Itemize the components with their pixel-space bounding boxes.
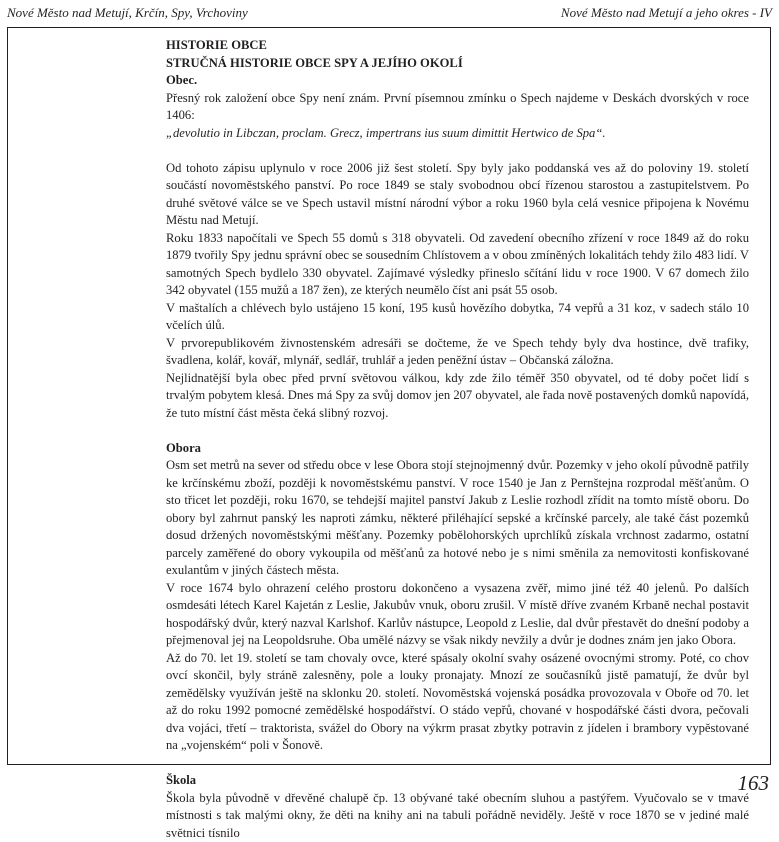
page-number: 163 xyxy=(738,770,770,796)
paragraph: V roce 1674 bylo ohrazení celého prostoru dokončeno a vysazena zvěř, mimo jiné též 40 jelenů. Po dalších osmdesáti létech Karel Kajetán z Leslie, Jakubův vnuk, oboru zrušil. V místě dříve zvaném Krbaně nechal postavit hospodářský dvůr, který nazval Karlshof. Karlův nástupce, Leopold z Leslie, dal dvůr přestavět do dnešní podoby a přejmenoval jej na Leopoldsruhe. Oba umělé názvy se však nikdy nevžily a dvůr je dodnes znám jen jako Obora. xyxy=(166,580,749,650)
article-title: HISTORIE OBCE xyxy=(166,37,749,55)
paragraph: V maštalích a chlévech bylo ustájeno 15 koní, 195 kusů hovězího dobytka, 74 vepřů a 31 koz, v sadech stálo 10 včelích úlů. xyxy=(166,300,749,335)
paragraph: Až do 70. let 19. století se tam chovaly ovce, které spásaly okolní svahy osázené ovocnými stromy. Poté, co chov ovcí skončil, byly stráně zalesněny, pole a louky pronajaty. Mnozí ze současníků jistě pamatují, že dvůr byl zemědělsky využíván ještě na sklonku 20. století. Novoměstská vojenská posádka provozovala v Oboře od 70. let až do roku 1992 pomocné zemědělské hospodářství. O stádo vepřů, chované v hospodářské části dvora, pečovali dva vojáci, třetí – traktorista, svážel do Obory na výkrm prasat zbytky potravin z jídelen i brambory vypěstované na „vojenském“ poli v Šonově. xyxy=(166,650,749,755)
header-right: Nové Město nad Metují a jeho okres - IV xyxy=(561,4,772,22)
paragraph: Přesný rok založení obce Spy není znám. První písemnou zmínku o Spech najdeme v Deskách dvorských v roce 1406: xyxy=(166,90,749,125)
header-left: Nové Město nad Metují, Krčín, Spy, Vrchoviny xyxy=(7,4,248,22)
paragraph: Škola byla původně v dřevěné chalupě čp. 13 obývané také obecním sluhou a pastýřem. Vyučovalo se v tmavé místnosti s tak malými okny, že děti na knihy ani na tabuli pořádně neviděly. Ještě v roce 1870 se v jediné malé světnici tísnilo xyxy=(166,790,749,842)
paragraph: Nejlidnatější byla obec před první světovou válkou, kdy zde žilo téměř 350 obyvatel, od té doby počet lidí s trvalým pobytem klesá. Dnes má Spy za svůj domov jen 207 obyvatel, ale řada nově postavených domků napovídá, že tuto místní část města čeká slibný rozvoj. xyxy=(166,370,749,423)
paragraph: V prvorepublikovém živnostenském adresáři se dočteme, že ve Spech tehdy byly dva hostince, dvě trafiky, švadlena, kolář, kovář, mlynář, sedlář, truhlář a jeden peněžní ústav – Občanská záložna. xyxy=(166,335,749,370)
paragraph: Osm set metrů na sever od středu obce v lese Obora stojí stejnojmenný dvůr. Pozemky v jeho okolí původně patřily ke krčínskému zboží, později k novoměstskému panství. V roce 1540 je Jan z Pernštejna rozprodal měšťanům. O sto třicet let později, roku 1670, se tehdejší majitel panství Jakub z Leslie rozhodl zřídit na tomto místě oboru. Do obory byl zahrnut panský les naproti zámku, některé přiléhající sepské a krčínské parcely, ale také část pozemků dosud držených novoměstskými měšťany. Pozemky pobělohorských uprchlíků získala vrchnost zadarmo, ostatní parcely zaměřené do obory vykoupila od měšťanů za hotové nebo je s nimi směnila za nemovitosti konfiskované exulantům v jiných částech města. xyxy=(166,457,749,580)
section-heading-obora: Obora xyxy=(166,440,749,458)
paragraph: Od tohoto zápisu uplynulo v roce 2006 již šest století. Spy byly jako poddanská ves až do poloviny 19. století součástí novoměstského panství. Po roce 1849 se staly svobodnou obcí řízenou starostou a zastupitelstvem. Po druhé světové válce se ve Spech ustavil místní národní výbor a roku 1960 byla celá vesnice připojena k Novému Městu nad Metují. xyxy=(166,160,749,230)
article-subtitle: STRUČNÁ HISTORIE OBCE SPY A JEJÍHO OKOLÍ xyxy=(166,55,749,73)
running-header xyxy=(7,4,772,22)
page-frame xyxy=(7,27,771,765)
paragraph: Roku 1833 napočítali ve Spech 55 domů s 318 obyvateli. Od zavedení obecního zřízení v roce 1849 až do roku 1879 tvořily Spy jednu správní obec se sousedním Chlístovem a v obou zmíněných lokalitách tehdy žilo 483 lidí. V samotných Spech bydlelo 330 obyvatel. Zajímavé výsledky přineslo sčítání lidu v roce 1900. V 67 domech žilo 342 obyvatel (155 mužů a 187 žen), ze kterých neumělo číst ani psát 55 osob. xyxy=(166,230,749,300)
article-body xyxy=(166,37,749,842)
section-heading-skola: Škola xyxy=(166,772,749,790)
quote: „devolutio in Libczan, proclam. Grecz, impertrans ius suum dimittit Hertwico de Spa“. xyxy=(166,125,749,143)
section-heading-obec: Obec. xyxy=(166,72,749,90)
